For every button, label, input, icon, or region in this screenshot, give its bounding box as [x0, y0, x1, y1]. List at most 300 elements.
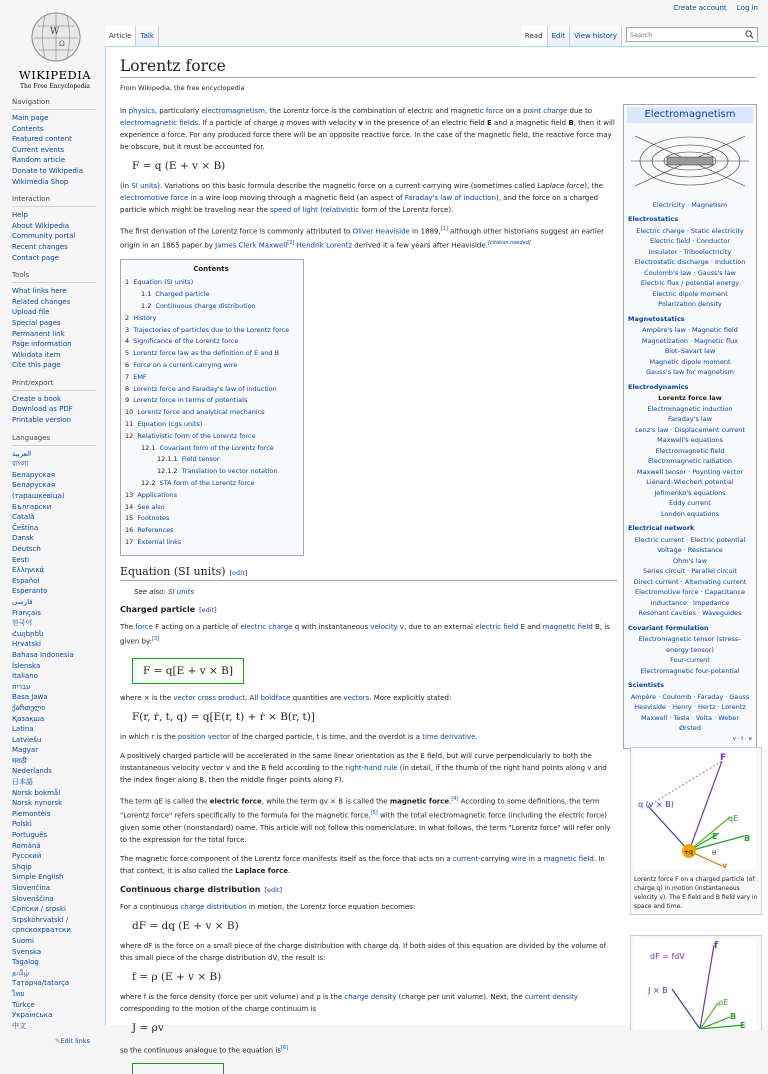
toc-item[interactable]	[125, 407, 297, 419]
sidebar-tools-link[interactable]: Wikidata item	[12, 350, 61, 359]
language-link[interactable]: ไทย	[12, 989, 25, 998]
sidebar-interaction-link[interactable]: Contact page	[12, 253, 59, 262]
toc-link-text: Applications	[137, 490, 178, 499]
infobox-item[interactable]: Liénard–Wiechert potential	[646, 478, 734, 486]
text-run: of the charged particle, t is time, and the overdot is a	[230, 733, 423, 742]
infobox-item[interactable]: Direct current · Alternating current	[633, 577, 747, 586]
toc-link-text: Relativistic form of the Lorentz force	[137, 431, 256, 440]
link-point-charge[interactable]: point charge	[523, 107, 568, 115]
link-speed-of-light[interactable]: speed of light	[270, 206, 318, 214]
toc-title: Contents	[193, 264, 229, 273]
text-run: in which r is the	[120, 733, 178, 742]
text-run: . All	[245, 694, 261, 703]
search-input[interactable]	[627, 28, 743, 41]
puzzle-globe-icon	[30, 8, 82, 66]
infobox-item[interactable]: Resonant cavities · Waveguides	[638, 609, 742, 617]
sidebar-print-link[interactable]: Printable version	[12, 416, 71, 425]
toc-item[interactable]	[125, 372, 297, 384]
link-vector-cross-product[interactable]: vector cross product	[173, 694, 246, 703]
link-magnetic-field-2[interactable]: magnetic field	[543, 854, 594, 863]
infobox-item[interactable]: Jefimenko's equations	[654, 488, 726, 497]
language-link[interactable]: Татарча/tatarça	[12, 979, 70, 988]
link-hendrik-lorentz[interactable]: Hendrik Lorentz	[296, 241, 353, 250]
link-electromagnetic-fields[interactable]: electromagnetic fields	[120, 119, 198, 127]
language-link[interactable]: Svenska	[12, 947, 42, 956]
language-link[interactable]: Norsk nynorsk	[12, 799, 63, 808]
tab-view-history[interactable]: View history	[570, 26, 622, 46]
label-F: F	[720, 753, 727, 763]
toc-number: 7	[125, 372, 130, 381]
language-link[interactable]: বাংলা	[12, 460, 29, 469]
infobox-item[interactable]: Electromagnetic four-potential	[640, 666, 740, 675]
toc-link-text: Lorentz force and Faraday's law of induction	[133, 384, 277, 393]
text-run: , then it will experience a force. For any produced force there will be an opposite reactive force. In the case of the magnetic field, the reactive force may be obscure, but it must be accounted for.	[120, 119, 615, 151]
infobox-item[interactable]: Magnetic dipole moment	[649, 357, 731, 366]
toc-item[interactable]	[125, 336, 297, 348]
infobox-item[interactable]: Ohm's law	[673, 556, 707, 565]
sidebar-interaction-link[interactable]: Help	[12, 211, 28, 220]
language-link[interactable]: Српски / srpski	[12, 905, 66, 914]
link-right-hand-rule[interactable]: right-hand rule	[345, 764, 398, 773]
link-position-vector[interactable]: position vector	[177, 733, 231, 742]
infobox-item[interactable]: Faraday's law	[667, 415, 713, 423]
text-run: q with instantaneous	[292, 622, 371, 631]
portlet-list	[12, 282, 96, 371]
force-density-formula: f = ρ (E + v × B)	[132, 970, 222, 983]
text-run: in motion, the Lorentz force equation becomes:	[246, 902, 416, 911]
sidebar-print-link[interactable]: Create a book	[12, 394, 62, 403]
toc-item[interactable]	[125, 443, 297, 455]
infobox-item[interactable]: Lorentz force law	[658, 394, 722, 402]
link-force[interactable]: force	[485, 107, 504, 115]
language-link[interactable]: Bahasa Indonesia	[12, 650, 74, 659]
toc-item[interactable]	[125, 360, 297, 372]
toc-number: 12.1.1	[157, 455, 178, 464]
sidebar-interaction-link[interactable]: Community portal	[12, 232, 76, 241]
charge-density-paragraph	[120, 991, 618, 1015]
infobox-item[interactable]: Electromagnetic induction	[647, 404, 733, 413]
link-magnetic-field[interactable]: magnetic field	[542, 622, 593, 631]
text-run: E	[487, 119, 492, 127]
citation-needed[interactable]: [citation needed]	[487, 240, 531, 247]
wikipedia-logo[interactable]	[10, 6, 100, 92]
text-run: and a magnetic field	[491, 119, 569, 127]
infobox-item[interactable]: Heaviside · Henry · Hertz · Lorentz	[634, 703, 746, 711]
text-run: The magnetic force component of the Lorentz force manifests itself as the force that acts on a	[120, 854, 453, 863]
portlet-title: Interaction	[12, 195, 50, 204]
toc-item[interactable]	[125, 289, 297, 301]
ref-1[interactable]: [1]	[440, 226, 448, 232]
language-link[interactable]: Українська	[12, 1011, 53, 1020]
language-link[interactable]: Magyar	[12, 746, 39, 755]
namespace-tabs	[105, 26, 159, 46]
svg-text:W: W	[50, 27, 60, 37]
language-link[interactable]: Latviešu	[12, 735, 42, 744]
infobox-group-heading[interactable]: Electrodynamics	[628, 382, 689, 391]
see-also-hatnote	[134, 586, 618, 598]
infobox-groups	[624, 214, 756, 734]
force-piece-paragraph: where dF is the force on a small piece of the charge distribution with charge dq. If both sides of this equation are divided by the volume of this small piece of the charge distribution dV, the result is:	[120, 941, 607, 962]
language-link[interactable]: Ελληνικά	[12, 566, 45, 575]
infobox-item[interactable]: Electric flux / potential energy	[640, 279, 740, 287]
toc-number: 3	[125, 325, 130, 334]
language-link[interactable]: فارسی	[12, 597, 33, 606]
toc-item[interactable]	[125, 513, 297, 525]
text-run: . More explicitly stated:	[369, 694, 452, 703]
toc-item[interactable]	[125, 454, 297, 466]
sidebar-nav-link[interactable]: Random article	[12, 156, 66, 165]
language-link[interactable]: Simple English	[12, 873, 64, 882]
navbox-vte[interactable]: v · t · e	[732, 735, 752, 742]
infobox-item[interactable]: Four-current	[670, 656, 710, 664]
ref-5[interactable]: [5]	[370, 810, 378, 817]
infobox-item[interactable]: London equations	[661, 509, 719, 518]
toc-number: 4	[125, 337, 130, 346]
infobox-item[interactable]: Maxwell's equations	[657, 436, 723, 444]
language-link[interactable]: Français	[12, 608, 41, 617]
language-link[interactable]: Slovenčina	[12, 884, 51, 892]
right-hand-rule-paragraph	[120, 750, 618, 786]
link-electric-field[interactable]: electric field	[475, 622, 519, 631]
infobox-item[interactable]: Electromagnetic tensor (stress–energy tensor)	[638, 635, 742, 654]
text-run: electric force	[209, 797, 262, 806]
infobox-item[interactable]: Electric field · Conductor	[649, 237, 731, 245]
language-link[interactable]: Tagalog	[12, 958, 39, 967]
edit-section-link[interactable]: edit	[232, 568, 245, 577]
link-si-units-hatnote[interactable]: SI units	[168, 587, 194, 596]
language-link[interactable]: Suomi	[12, 936, 34, 945]
text-run: F acting on a particle of	[152, 622, 241, 631]
toc-item[interactable]	[125, 325, 297, 337]
toc-item[interactable]	[125, 466, 297, 478]
text-run: According to some definitions, the term "Lorentz force" refers specifically to the formula for the magnetic force,	[120, 797, 600, 820]
text-run: . In that context, it is also called the	[120, 854, 605, 875]
language-link[interactable]: Беларуская (тарашкевіца)	[12, 481, 65, 501]
link-relativistic[interactable]: relativistic	[322, 206, 360, 214]
tab-edit[interactable]: Edit	[548, 26, 571, 46]
label-theta: θ	[712, 849, 717, 857]
sidebar-interaction-link[interactable]: Recent changes	[12, 242, 68, 251]
language-link[interactable]: Piemontèis	[12, 809, 51, 818]
infobox-item[interactable]: Gauss's law for magnetism	[646, 368, 734, 376]
label-f: f	[714, 941, 718, 951]
link-electromagnetism[interactable]: electromagnetism	[201, 107, 265, 115]
language-link[interactable]: मराठी	[12, 756, 27, 765]
link-electromotive-force[interactable]: electromotive force	[120, 194, 189, 202]
ref-6[interactable]: [6]	[280, 1044, 289, 1051]
toc-link-text: Charged particle	[155, 290, 210, 299]
toc-number: 11	[125, 420, 134, 429]
infobox-item[interactable]: Lenz's law · Displacement current	[635, 425, 745, 434]
toc-item[interactable]	[125, 478, 297, 490]
language-link[interactable]: Srpskohrvatski / српскохрватски	[12, 915, 71, 935]
position-vector-paragraph	[120, 731, 618, 743]
language-link[interactable]: Български	[12, 502, 52, 511]
sidebar-tools-link[interactable]: Page information	[12, 340, 72, 349]
search-icon[interactable]	[745, 30, 754, 39]
language-link[interactable]: Română	[12, 841, 41, 850]
infobox-group-heading[interactable]: Scientists	[628, 681, 664, 689]
thumbnail-lorentz-force	[630, 747, 762, 915]
text-run: [edit]	[264, 885, 282, 894]
language-link[interactable]: Čeština	[12, 523, 39, 532]
language-link[interactable]: ქართული	[12, 703, 46, 712]
link-oliver-heaviside[interactable]: Oliver Heaviside	[352, 227, 410, 236]
link-faradays-law[interactable]: Faraday's law of induction	[404, 194, 496, 202]
edit-links-link[interactable]: ✎Edit links	[55, 1037, 90, 1046]
toc-number: 12.1	[141, 443, 156, 452]
toc-item[interactable]	[125, 502, 297, 514]
view-tabs	[521, 26, 622, 46]
label-E2: E	[740, 1021, 746, 1029]
link-boldface[interactable]: boldface	[260, 694, 291, 703]
intro-paragraph-2	[120, 180, 618, 216]
toc-link-text: Footnotes	[137, 514, 170, 523]
toc-link-text: See also	[137, 502, 165, 511]
sidebar-tools-link[interactable]: Related changes	[12, 297, 71, 306]
infobox-item[interactable]: Magnetization · Magnetic flux	[641, 336, 739, 345]
infobox-group-heading[interactable]: Magnetostatics	[628, 314, 685, 323]
tab-article[interactable]: Article	[105, 26, 136, 46]
text-run: on a	[503, 107, 524, 115]
toc-number: 1	[125, 278, 130, 287]
toc-item[interactable]	[125, 419, 297, 431]
label-qE: qE	[728, 814, 739, 823]
toc-number: 8	[125, 384, 130, 393]
field-lines-image[interactable]	[627, 126, 753, 196]
infobox-item[interactable]: Electrostatic discharge · Induction	[634, 258, 746, 266]
sidebar-tools-link[interactable]: Special pages	[12, 318, 61, 327]
text-run: ), and the force on a charged particle which might be traveling near the	[120, 194, 599, 214]
ref-2[interactable]: [2]	[287, 240, 295, 247]
text-run: corresponding to the motion of the charge continuum is	[120, 1004, 317, 1013]
language-link[interactable]: Eesti	[12, 555, 30, 564]
toc-number: 5	[125, 349, 130, 358]
infobox-item[interactable]: Biot–Savart law	[664, 347, 716, 355]
toc-link-text: External links	[137, 537, 182, 546]
toc-link-text: References	[137, 526, 174, 535]
toc-number: 10	[125, 408, 134, 417]
cross-product-paragraph	[120, 692, 618, 704]
infobox-item[interactable]: Eddy current	[669, 499, 711, 507]
toc-item[interactable]	[125, 537, 297, 549]
toc-item[interactable]	[125, 395, 297, 407]
language-link[interactable]: Қазақша	[12, 714, 45, 723]
infobox-item[interactable]: Insulator · Triboelectricity	[648, 247, 732, 256]
language-link[interactable]: Slovenščina	[12, 894, 54, 903]
infobox-item[interactable]: Inductance · Impedance	[650, 598, 730, 607]
toc-number: 17	[125, 537, 134, 546]
toc-item[interactable]	[125, 490, 297, 502]
infobox-item[interactable]: Electric dipole moment	[652, 289, 728, 298]
text-run: in 1889,	[409, 227, 441, 236]
sidebar-nav-link[interactable]: Contents	[12, 124, 44, 133]
language-link[interactable]: Հայերեն	[12, 629, 44, 638]
link-force-2[interactable]: force	[135, 622, 153, 631]
language-link[interactable]: Español	[12, 576, 40, 585]
infobox-item[interactable]: Series circuit · Parallel circuit	[643, 567, 737, 575]
language-link[interactable]: Italiano	[12, 672, 38, 681]
infobox-item[interactable]: Ampère · Coulomb · Faraday · Gauss	[630, 692, 750, 701]
login-link[interactable]: Log in	[736, 4, 758, 12]
infobox-item[interactable]: Maxwell · Tesla · Volta · Weber	[640, 713, 740, 722]
infobox-item[interactable]: Polarization density	[658, 300, 722, 308]
link-si-units[interactable]: SI units	[131, 182, 158, 190]
text-run: (in	[120, 182, 132, 190]
language-link[interactable]: עברית	[12, 682, 31, 691]
tab-talk[interactable]: Talk	[136, 26, 158, 46]
language-link[interactable]: العربية	[12, 449, 32, 458]
portlet-title: Tools	[12, 271, 30, 280]
infobox-item[interactable]: Voltage · Resistance	[657, 546, 723, 554]
edit-subsection-link[interactable]: edit	[201, 605, 215, 614]
language-link[interactable]: Shqip	[12, 862, 32, 871]
link-current[interactable]: current	[452, 854, 479, 863]
toc-item[interactable]	[125, 348, 297, 360]
toc-link-text: Force on a current-carrying wire	[133, 361, 238, 370]
language-link[interactable]: Polski	[12, 820, 32, 829]
personal-tools	[665, 4, 758, 12]
language-link[interactable]: Türkçe	[12, 1000, 35, 1009]
tab-read[interactable]: Read	[521, 26, 548, 46]
toc-link-text: Equation (SI units)	[133, 278, 194, 287]
text-run: , the Lorentz force is the combination of electric and magnetic	[264, 107, 486, 115]
language-link[interactable]: தமிழ்	[12, 968, 30, 977]
language-link[interactable]: Esperanto	[12, 587, 48, 596]
toc-item[interactable]	[125, 384, 297, 396]
toc-link-text: Covariant form of the Lorentz force	[159, 443, 274, 452]
infobox-item[interactable]: Electromagnetic field	[655, 446, 725, 455]
infobox-group-heading[interactable]: Electrostatics	[628, 215, 679, 223]
sidebar-tools-link[interactable]: Permanent link	[12, 329, 65, 338]
lorentz-force-diagram[interactable]	[634, 751, 756, 869]
toc-link-text: EMF	[133, 372, 147, 381]
edit-subsection-link-2[interactable]: edit	[266, 885, 280, 894]
ref-3[interactable]: [3]	[151, 635, 160, 642]
link-current-density[interactable]: current density	[524, 992, 579, 1001]
toc-item[interactable]	[125, 313, 297, 325]
language-link[interactable]: Hrvatski	[12, 640, 41, 649]
toc-link-text: Significance of the Lorentz force	[133, 337, 239, 346]
sidebar-nav-link[interactable]: Current events	[12, 145, 65, 154]
toc-item[interactable]	[125, 301, 297, 313]
table-of-contents	[120, 259, 304, 556]
link-james-clerk-maxwell[interactable]: James Clerk Maxwell	[215, 241, 288, 250]
link-vectors[interactable]: vectors	[343, 694, 370, 703]
toc-item[interactable]	[125, 431, 297, 443]
toc-number: 1.1	[141, 290, 152, 299]
page-title: Lorentz force	[120, 57, 756, 78]
language-link[interactable]: Dansk	[12, 534, 34, 543]
text-run: quantities are	[290, 694, 344, 703]
sidebar-nav-link[interactable]: Wikimedia Shop	[12, 177, 69, 186]
infobox-item[interactable]: Electric charge · Static electricity	[636, 226, 744, 235]
sidebar-tools-link[interactable]: Cite this page	[12, 361, 61, 370]
text-run: B	[568, 119, 574, 127]
infobox-item[interactable]: Ørsted	[679, 724, 701, 732]
text-run: form of the Lorentz force).	[359, 206, 454, 214]
infobox-item[interactable]: Maxwell tensor · Poynting vector	[636, 467, 744, 476]
text-run: in the presence of an electric field	[362, 119, 488, 127]
link-charge-distribution[interactable]: charge distribution	[180, 902, 247, 911]
language-link[interactable]: Norsk bokmål	[12, 788, 61, 797]
infobox-electromagnetism	[623, 104, 757, 749]
text-run: , particularly	[154, 107, 202, 115]
infobox-group-heading[interactable]: Electrical network	[628, 524, 695, 532]
sidebar	[0, 98, 104, 1053]
toc-item[interactable]	[125, 277, 297, 289]
boxed-formula-partial	[132, 1063, 224, 1074]
section-heading	[120, 566, 618, 581]
sidebar-interaction-link[interactable]: About Wikipedia	[12, 221, 70, 230]
text-run: In	[120, 107, 129, 115]
link-velocity[interactable]: velocity	[370, 622, 398, 631]
subsection-heading	[120, 884, 618, 896]
portlet-list	[12, 390, 96, 426]
link-physics[interactable]: physics	[128, 107, 155, 115]
electric-magnetic-force-paragraph	[120, 793, 618, 846]
language-link[interactable]: 中文	[12, 1021, 26, 1030]
label-qvB: q (v × B)	[638, 800, 674, 809]
infobox-group-heading[interactable]: Covariant formulation	[628, 623, 709, 632]
language-link[interactable]: Basa Jawa	[12, 693, 48, 702]
toc-item[interactable]	[125, 525, 297, 537]
create-account-link[interactable]: Create account	[673, 4, 727, 12]
sidebar-nav-link[interactable]: Featured content	[12, 135, 72, 144]
thumbnail-force-density	[630, 935, 762, 1030]
language-link[interactable]: Íslenska	[12, 661, 41, 670]
language-link[interactable]: Català	[12, 513, 35, 522]
toc-link-text: Trajectories of particles due to the Lorentz force	[133, 325, 290, 334]
toc-number: 9	[125, 396, 130, 405]
link-electric-charge[interactable]: electric charge	[240, 622, 293, 631]
force-density-diagram[interactable]	[634, 939, 756, 1029]
link-time-derivative[interactable]: time derivative	[422, 733, 476, 742]
sidebar-nav-link[interactable]: Main page	[12, 114, 49, 122]
label-E: E	[712, 832, 718, 841]
link-charge-density[interactable]: charge density	[344, 992, 397, 1001]
sidebar-nav-link[interactable]: Donate to Wikipedia	[12, 166, 84, 175]
link-wire[interactable]: wire	[511, 854, 527, 863]
text-run: Laplace force	[235, 866, 288, 875]
infobox-title[interactable]: Electromagnetism	[627, 107, 753, 123]
sidebar-tools-link[interactable]: What links here	[12, 287, 67, 296]
toc-link-text: Field tensor	[181, 455, 220, 464]
language-link[interactable]: Беларуская	[12, 470, 56, 479]
infobox-image-links[interactable]: Electricity · Magnetism	[652, 200, 728, 209]
infobox-item[interactable]: Coulomb's law · Gauss's law	[644, 268, 736, 277]
ref-4[interactable]: [4]	[451, 796, 459, 803]
language-link[interactable]: Deutsch	[12, 545, 41, 553]
language-link[interactable]: Português	[12, 831, 48, 840]
text-run: .	[287, 866, 291, 875]
infobox-item[interactable]: Ampère's law · Magnetic field	[642, 326, 738, 334]
infobox-item[interactable]: Electromagnetic radiation	[647, 457, 733, 465]
language-link[interactable]: Русский	[12, 852, 42, 861]
sidebar-print-link[interactable]: Download as PDF	[12, 405, 73, 414]
sidebar-tools-link[interactable]: Upload file	[12, 308, 50, 317]
infobox-item[interactable]: Electromotive force · Capacitance	[635, 588, 745, 596]
article-body	[120, 105, 618, 1074]
language-link[interactable]: Nederlands	[12, 767, 52, 776]
text-run: due to	[567, 107, 592, 115]
language-link[interactable]: 日本語	[12, 778, 33, 787]
tagline: The Free Encyclopedia	[20, 83, 90, 90]
language-link[interactable]: Latina	[12, 725, 34, 734]
language-link[interactable]: 한국어	[12, 619, 33, 628]
toc-number: 16	[125, 526, 134, 535]
infobox-item[interactable]: Electric current · Electric potential	[634, 535, 746, 544]
